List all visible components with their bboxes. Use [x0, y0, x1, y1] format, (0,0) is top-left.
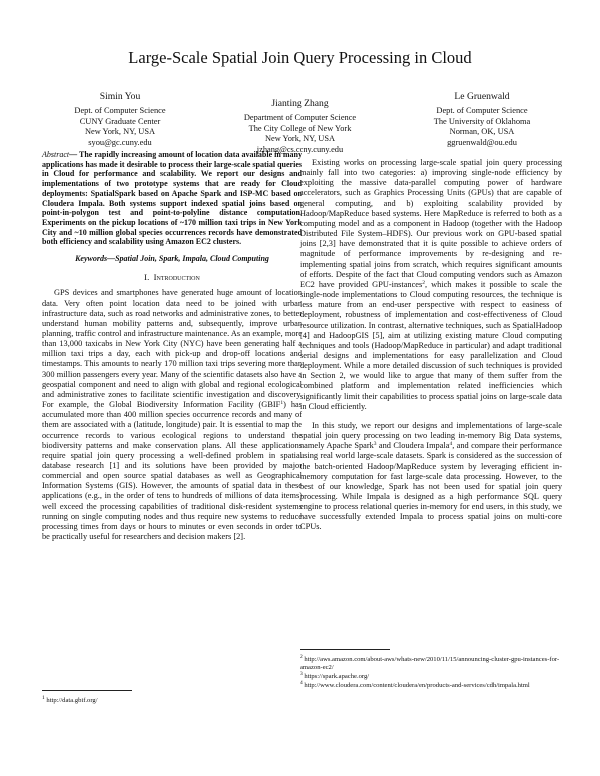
right-column	[300, 158, 562, 533]
footnote-marker-1: 1	[280, 400, 284, 407]
intro-text-d: , which makes it possible to scale the single-node implementations to Cloud computing resources, the technique is less mature from an end-user perspective with respect to easiness of deployment, robustness of implementation and cost-effectiveness of Cloud resource utilization. In contrast, alternative techniques, such as SpatialHadoop [4] and HadoopGIS [5], aim at utilizing existing mature Cloud computing techniques and tools (Hadoop/MapReduce in particular) and adapt traditional serial designs and implementations for easy parallelization and Cloud deployment. While a more detailed discussion of such techniques is provided in Section 2, we would like to argue that many of them suffer from the combined platform and implementation related inefficiencies which significantly limit their capabilities to process spatial joins on large-scale data in Cloud efficiently.	[300, 279, 562, 411]
footnote-mark: 1	[42, 695, 45, 701]
author-email[interactable]: ggruenwald@ou.edu	[447, 137, 517, 147]
author-dept: Department of Computer Science	[243, 113, 357, 122]
section-title: Introduction	[153, 272, 200, 283]
footnote-mark: 2	[300, 654, 303, 660]
left-column	[42, 150, 302, 542]
footnote-link[interactable]: http://www.cloudera.com/content/cloudera/en/products-and-services/cdh/impala.html	[302, 681, 530, 689]
abstract-lead: Abstract	[42, 150, 70, 159]
intro-paragraph-2	[300, 158, 562, 412]
abstract	[42, 150, 302, 247]
footnote-marker-4: 4	[449, 441, 453, 448]
footnote-4	[300, 679, 562, 690]
paper-title: Large-Scale Spatial Join Query Processing in Cloud	[128, 48, 472, 67]
author-city: New York, NY, USA	[84, 127, 156, 137]
intro-paragraph-1	[42, 288, 302, 542]
author-block-2	[210, 97, 390, 155]
intro-text-c: Existing works on processing large-scale spatial join query processing mainly fall into two categories: a) improving single-node efficiency by exploiting the massive data-parallel computing power of hardware accelerators, such as Graphics Processing Units (GPUs) that are capable of general computing, and b) exploiting scalability provided by Hadoop/MapReduce based systems. Here MapReduce is referred to both as a computing model and as a component in Hadoop (together with the Hadoop Distributed File System–HDFS). Our previous work on GPU-based spatial joins [2,3] have demonstrated that it is quite possible to achieve orders of magnitude of performance improvements by re-designing and re-implementing spatial joins from scratch, which requires significant amounts of efforts. Despite of the fact that Cloud computing vendors such as Amazon EC2 have provided GPU-instances	[300, 158, 562, 289]
author-dept: Dept. of Computer Science	[436, 106, 528, 115]
section-number: I.	[144, 272, 150, 283]
footnote-marker-3: 3	[373, 441, 377, 448]
author-dept: Dept. of Computer Science	[74, 106, 166, 115]
footnote-mark: 3	[300, 670, 303, 677]
abstract-text: — The rapidly increasing amount of location data available in many applications has made it desirable to process their large-scale spatial queries in Cloud for performance and scalability. We report our designs and implementations of two prototype systems that are ready for Cloud deployments: SpatialSpark based on Apache Spark and ISP-MC based on Cloudera Impala. Both systems support indexed spatial joins based on point-in-polygon test and point-to-polyline distance computation. Experiments on the pickup locations of ~170 million taxi trips in New York City and ~10 million global species occurrences records have demonstrated both efficiency and scalability using Amazon EC2 clusters.	[42, 150, 302, 247]
intro-text-f: and Cloudera Impala	[376, 441, 450, 451]
footnote-3	[300, 670, 562, 681]
intro-text-e: In this study, we report our designs and implementations of large-scale spatial join query processing on two leading in-memory Big Data systems, namely Apache Spark	[300, 420, 562, 451]
footnotes-left	[42, 697, 302, 706]
section-heading-introduction	[42, 272, 302, 282]
author-email[interactable]: syou@gc.cuny.edu	[88, 137, 152, 147]
author-city: New York, NY, USA	[264, 134, 336, 144]
footnote-1	[42, 697, 302, 705]
intro-text-g: , and compare their performance using real world large-scale datasets. Spark is considered as the succession of the batch-oriented Hadoop/MapReduce system by leveraging efficient in-memory computation for fast large-scale data processing. However, to the best of our knowledge, Spark has not been used for spatial join query processing. While Impala is designed as a high performance SQL query engine to process relational queries in-memory for end users, in this study, we have successfully extended Impala to process spatial joins on multi-core CPUs.	[300, 441, 563, 532]
author-org: CUNY Graduate Center	[79, 116, 161, 126]
intro-text-b: ) has accumulated more than 400 million species occurrence records and many of them are associated with a (latitude, longitude) pair. It is essential to map the occurrence records to various ecological regions to understand the biodiversity patterns and make conservation plans. All these applications require spatial join query processing a well-defined problem in spatial database research [1] and its solutions have been provided by major commercial and open source spatial databases as well as Geographical Information Systems (GIS). However, the amounts of spatial data in these applications (e.g., in the order of tens to hundreds of millions of data items) well exceed the processing capabilities of traditional disk-resident systems running on single computing nodes and thus require new systems to reduce processing times from days or hours to minutes or even seconds in order to be practically useful for researchers and decision makers [2].	[42, 400, 302, 542]
author-city: Norman, OK, USA	[449, 127, 515, 137]
author-email[interactable]: jzhang@cs.ccny.cuny.edu	[256, 144, 344, 154]
author-org: The University of Oklahoma	[433, 116, 531, 126]
footnote-link[interactable]: http://data.gbif.org/	[44, 697, 98, 704]
author-block-3	[392, 90, 572, 148]
author-name: Jianting Zhang	[271, 98, 329, 109]
keywords: Keywords—Spatial Join, Spark, Impala, Cloud Computing	[75, 254, 269, 264]
footnotes-right	[300, 656, 562, 690]
intro-text-a: GPS devices and smartphones have generated huge amount of location data. Very often point location data need to be joined with urban infrastructure data, such as road networks and administrative zones, to better understand human mobility patterns and, subsequently, improve urban planning, traffic control and infrastructure maintenance. As an example, more than 13,000 taxicabs in New York City (NYC) have been generating half a million taxi trips a day, each with pick-up and drop-off locations and timestamps. This amounts to nearly 170 million taxi trips severing more than 300 million passengers every year. Many of the scientific datasets also have a geospatial component and need to align with global and regional ecological and administrative zones to facilitate scientific investigation and discovery. For example, the Global Biodiversity Information Facility (GBIF	[42, 288, 302, 410]
footnote-link[interactable]: https://spark.apache.org/	[302, 672, 370, 680]
author-name: Simin You	[99, 91, 141, 102]
footnote-mark: 4	[300, 679, 303, 686]
footnote-2	[300, 656, 562, 672]
footnote-rule-right	[300, 649, 390, 650]
author-org: The City College of New York	[248, 123, 352, 133]
author-block-1	[30, 90, 210, 148]
author-name: Le Gruenwald	[454, 91, 510, 102]
footnote-rule-left	[42, 690, 132, 691]
intro-paragraph-3	[300, 421, 562, 533]
footnote-link[interactable]: http://aws.amazon.com/about-aws/whats-new/2010/11/15/announcing-cluster-gpu-instances-for-amazon-ec2/	[300, 656, 560, 672]
footnote-marker-2: 2	[422, 279, 425, 286]
